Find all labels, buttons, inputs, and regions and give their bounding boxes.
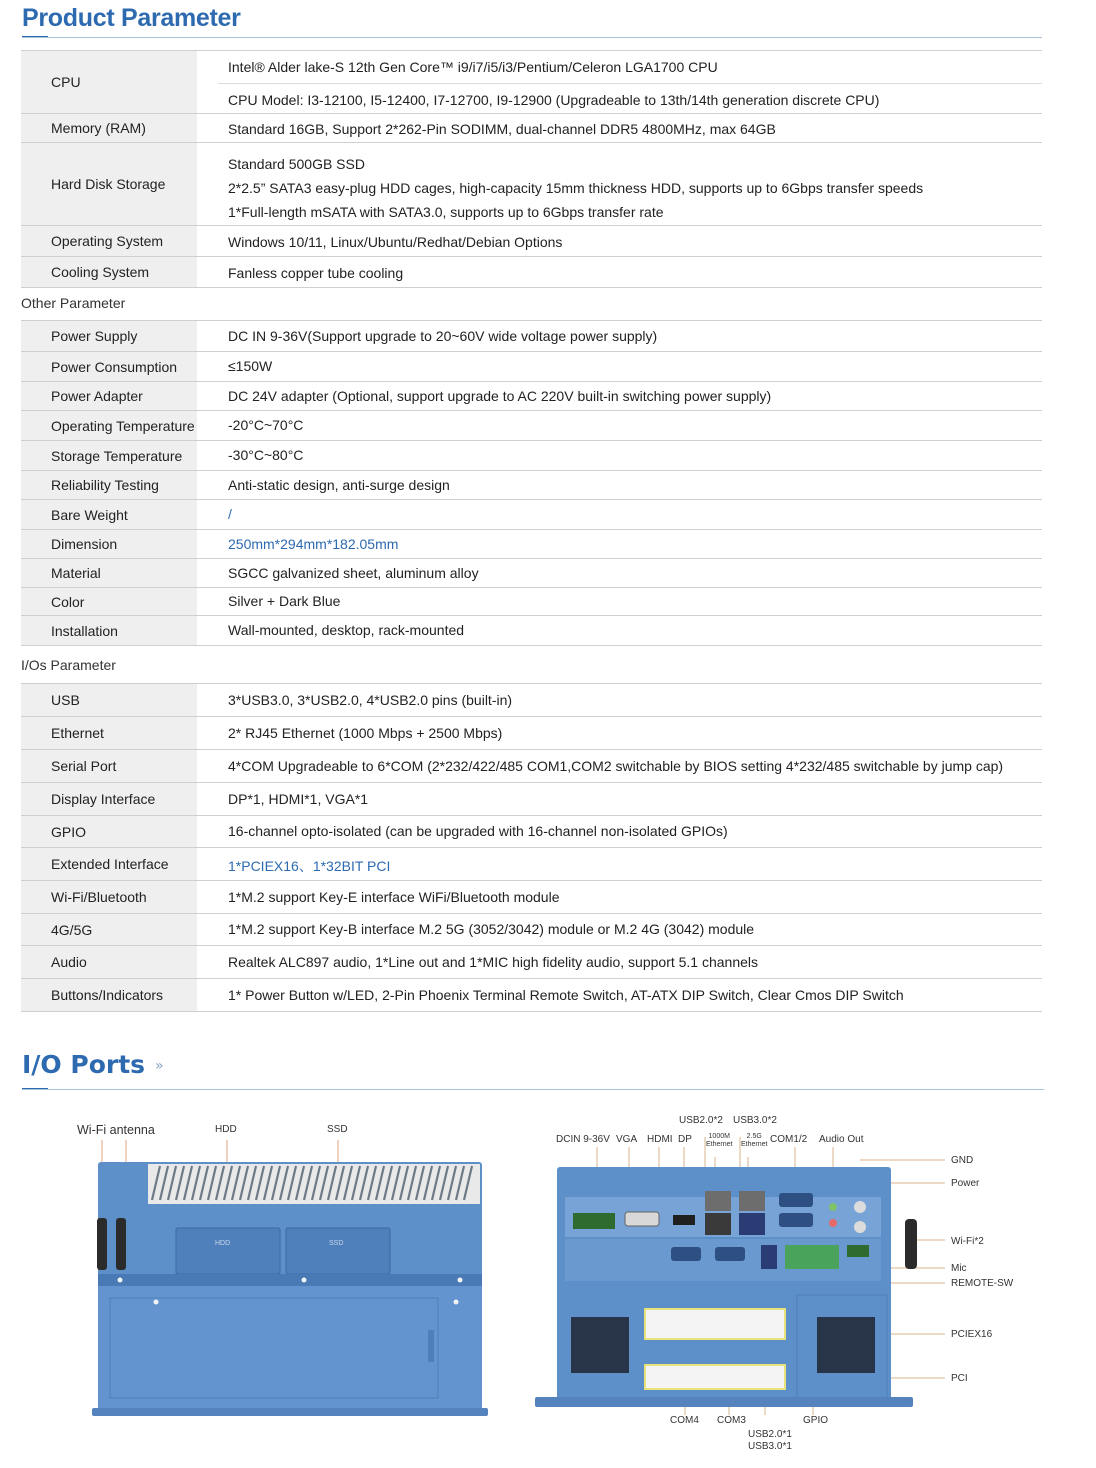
spec-row [21, 945, 1042, 978]
spec-value: CPU Model: I3-12100, I5-12400, I7-12700, I9-12900 (Upgradeable to 13th/14th generation discrete CPU) [228, 92, 880, 108]
spec-value: Anti-static design, anti-surge design [228, 477, 450, 493]
spec-row [21, 440, 1042, 470]
spec-label: Buttons/Indicators [21, 979, 197, 1011]
io-ports-title [22, 1050, 164, 1079]
spec-value: 1*M.2 support Key-E interface WiFi/Bluetooth module [228, 889, 560, 905]
label-wifi-antenna: Wi-Fi antenna [77, 1123, 155, 1137]
spec-row [21, 351, 1042, 381]
spec-value: Realtek ALC897 audio, 1*Line out and 1*MIC high fidelity audio, support 5.1 channels [228, 954, 759, 970]
label-com4: COM4 [670, 1415, 699, 1426]
label-gnd: GND [951, 1155, 974, 1166]
label-hdmi: HDMI [647, 1134, 673, 1145]
label-usb20x1: USB2.0*1 [748, 1429, 792, 1440]
spec-value: Intel® Alder lake-S 12th Gen Core™ i9/i7/i5/i3/Pentium/Celeron LGA1700 CPU [228, 59, 718, 75]
label-usb20x2: USB2.0*2 [679, 1115, 723, 1126]
spec-row [21, 782, 1042, 815]
spec-row [21, 847, 1042, 880]
spec-row [21, 587, 1042, 615]
spec-value: DC IN 9-36V(Support upgrade to 20~60V wide voltage power supply) [228, 328, 658, 344]
spec-value: Fanless copper tube cooling [228, 265, 404, 281]
spec-row [21, 529, 1042, 558]
io-ports-title-text: I/O Ports [22, 1050, 146, 1079]
spec-label: Serial Port [21, 750, 197, 782]
spec-value: -30°C~80°C [228, 447, 304, 463]
spec-row-hard-disk [21, 142, 1042, 225]
spec-row [21, 683, 1042, 716]
spec-row [21, 978, 1042, 1011]
label-ethernet-2: Ethernet [741, 1141, 768, 1148]
spec-label: 4G/5G [21, 914, 197, 945]
spec-row [21, 880, 1042, 913]
spec-label: Installation [21, 616, 197, 645]
label-ethernet-1: Ethernet [706, 1141, 733, 1148]
spec-label: Reliability Testing [21, 471, 197, 499]
product-parameter-title: Product Parameter [22, 4, 241, 32]
spec-value: SGCC galvanized sheet, aluminum alloy [228, 565, 479, 581]
spec-label: Color [21, 588, 197, 615]
label-wifi2: Wi-Fi*2 [951, 1236, 984, 1247]
spec-value[interactable]: 250mm*294mm*182.05mm [228, 536, 399, 552]
spec-value[interactable]: 1*PCIEX16、1*32BIT PCI [228, 858, 391, 874]
spec-label: USB [21, 684, 197, 716]
label-vga: VGA [616, 1134, 638, 1145]
hdd-bay-text: HDD [215, 1240, 231, 1247]
label-power: Power [951, 1178, 980, 1189]
spec-label: Bare Weight [21, 500, 197, 529]
label-usb30x2: USB3.0*2 [733, 1115, 777, 1126]
spec-label: Operating System [21, 226, 197, 256]
spec-label: Power Consumption [21, 352, 197, 381]
label-audio-out: Audio Out [819, 1134, 864, 1145]
spec-value: 1*M.2 support Key-B interface M.2 5G (3052/3042) module or M.2 4G (3042) module [228, 921, 755, 937]
row-divider [21, 1011, 1042, 1012]
spec-label: Ethernet [21, 717, 197, 749]
label-pci: PCI [951, 1373, 968, 1384]
spec-value[interactable]: / [228, 506, 232, 522]
spec-value: Standard 500GB SSD [228, 156, 365, 172]
spec-row-cooling [21, 256, 1042, 287]
label-gpio: GPIO [803, 1415, 829, 1426]
label-2-5g: 2.5G [746, 1133, 762, 1140]
spec-label: Wi-Fi/Bluetooth [21, 881, 197, 913]
label-usb30x1: USB3.0*1 [748, 1441, 792, 1452]
spec-value: 2*2.5” SATA3 easy-plug HDD cages, high-capacity 15mm thickness HDD, supports up to 6Gbps transfer speeds [228, 180, 924, 196]
spec-row-cpu [21, 50, 1042, 113]
label-com3: COM3 [717, 1415, 746, 1426]
spec-value: ≤150W [228, 358, 273, 374]
spec-row-memory [21, 113, 1042, 142]
other-parameter-heading: Other Parameter [21, 295, 126, 311]
spec-label: Material [21, 559, 197, 587]
spec-row [21, 815, 1042, 847]
spec-row [21, 913, 1042, 945]
spec-row [21, 749, 1042, 782]
spec-label: Hard Disk Storage [21, 143, 197, 225]
spec-value: 4*COM Upgradeable to 6*COM (2*232/422/485 COM1,COM2 switchable by BIOS setting 4*232/485 switchable by jump cap) [228, 758, 1004, 774]
row-divider [21, 645, 1042, 646]
label-hdd: HDD [215, 1124, 237, 1135]
spec-label: Power Adapter [21, 382, 197, 410]
spec-value: -20°C~70°C [228, 417, 304, 433]
label-com12: COM1/2 [770, 1134, 808, 1145]
spec-label: Cooling System [21, 257, 197, 287]
spec-label: Storage Temperature [21, 441, 197, 470]
spec-value: DC 24V adapter (Optional, support upgrade to AC 220V built-in switching power supply) [228, 388, 772, 404]
spec-row [21, 499, 1042, 529]
spec-row [21, 410, 1042, 440]
spec-row [21, 320, 1042, 351]
spec-label: Display Interface [21, 783, 197, 815]
label-1000m-ethernet [706, 1133, 732, 1149]
label-ssd: SSD [327, 1124, 348, 1135]
spec-label: Operating Temperature [21, 411, 197, 440]
label-remote-sw: REMOTE-SW [951, 1278, 1014, 1289]
left-device-illustration [90, 1140, 490, 1422]
spec-value: 3*USB3.0, 3*USB2.0, 4*USB2.0 pins (built-in) [228, 692, 513, 708]
spec-row [21, 470, 1042, 499]
right-device-illustration [535, 1127, 955, 1417]
label-25g-ethernet [741, 1133, 767, 1149]
spec-label: CPU [21, 51, 197, 113]
label-dp: DP [678, 1134, 692, 1145]
label-mic: Mic [951, 1263, 967, 1274]
spec-value: DP*1, HDMI*1, VGA*1 [228, 791, 369, 807]
label-1000m: 1000M [708, 1133, 730, 1140]
spec-row [21, 615, 1042, 645]
spec-value: Standard 16GB, Support 2*262-Pin SODIMM, dual-channel DDR5 4800MHz, max 64GB [228, 121, 776, 137]
sub-divider [218, 83, 1042, 84]
spec-label: Dimension [21, 530, 197, 558]
title-underline [22, 37, 1042, 38]
spec-label: GPIO [21, 816, 197, 847]
spec-label: Extended Interface [21, 848, 197, 880]
spec-label: Memory (RAM) [21, 114, 197, 142]
spec-value: 1* Power Button w/LED, 2-Pin Phoenix Terminal Remote Switch, AT-ATX DIP Switch, Clear Cmos DIP Switch [228, 987, 904, 1003]
spec-row-os [21, 225, 1042, 256]
spec-value: 1*Full-length mSATA with SATA3.0, supports up to 6Gbps transfer rate [228, 204, 664, 220]
label-dcin: DCIN 9-36V [556, 1134, 610, 1145]
spec-value: Wall-mounted, desktop, rack-mounted [228, 622, 465, 638]
label-pciex16: PCIEX16 [951, 1329, 993, 1340]
spec-label: Audio [21, 946, 197, 978]
io-title-underline [22, 1089, 1044, 1090]
spec-label: Power Supply [21, 321, 197, 351]
spec-value: Silver + Dark Blue [228, 593, 341, 609]
chevron-right-icon: » [155, 1058, 164, 1074]
spec-row [21, 558, 1042, 587]
ios-parameter-heading: I/Os Parameter [21, 657, 116, 673]
row-divider [21, 287, 1042, 288]
spec-value: Windows 10/11, Linux/Ubuntu/Redhat/Debian Options [228, 234, 563, 250]
spec-value: 2* RJ45 Ethernet (1000 Mbps + 2500 Mbps) [228, 725, 503, 741]
spec-value: 16-channel opto-isolated (can be upgraded with 16-channel non-isolated GPIOs) [228, 823, 728, 839]
spec-row [21, 381, 1042, 410]
spec-row [21, 716, 1042, 749]
ssd-bay-text: SSD [329, 1240, 344, 1247]
